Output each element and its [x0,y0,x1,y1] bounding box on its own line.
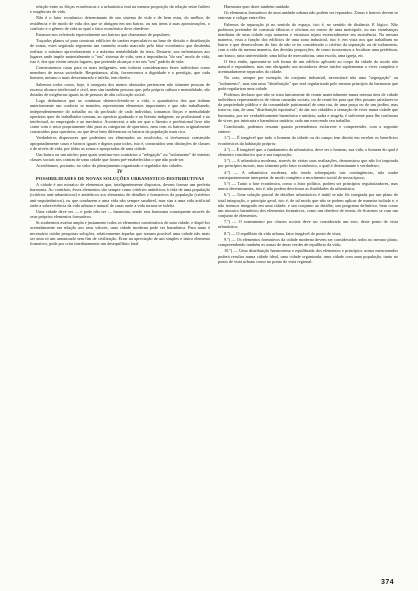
numbered-conclusion: 10.º) — Uma distribuição harmoniosa e equilibrada dos elementos e princípios acima mencionados poderá resultar numa cidade ideal, uma cidade organizada, uma cidade com uma população, tanto no ponto de vista urbano como no ponto de vista regional. [218,248,398,264]
page-number: 374 [381,579,395,586]
left-column [30,4,210,247]
paragraph: Um bairro ou um núcleo para quais sentimo-nos contrários a "relegação" ou "isolamento" de inteiras classes sociais nos contras de uma cidade que foram pré-estabelecidas o que não pode ser. [30,151,210,163]
paragraph: Traçados planos só para construir edifícios de caráter especulativo na base de divisão e distribuição de zonas, estes seguindo segmento um caminho errado marcado pelo fator econômico que desdenha realizar o máximo aproveitamento e a máxima rentabilidade da terra. Destarte, nos enfrentamos aos lugares onde impõe materialmente o "seu" sistema de vida, sem a importância "do seu" modo de vida, isto é, dos que vivem nesses lugares, que pretende alcançar e ter um "seu" padrão de vida. [30,38,210,64]
paragraph: Não é o fator econômico determinante de um sistema de vida e de bem estar, do melhor, de residência e de modo de vida dos que se abrigam em um bairro, ou nas áreas à suas aproximações, o conforto e o gênero de vida ao qual o fator econômico deve obedecer. [30,15,210,31]
section-title: POSSIBILIDADES DE NOVAS SOLUÇÕES URBANISTICO-DISTRIBUTIVAS [35,175,205,181]
paragraph: Construiremos casas para os mais indigentes, sem todavia considerarmos êsses indivíduos como membros de nossa sociedade. Respeitamos, aliás, favorecemos a dignidade e o prestígio, que cada homem, mesmo o mais desventurado e infeliz, tem direito. [30,65,210,81]
paragraph: Estamos-nos referindo especialmente aos bairros que chamamos de populares. [36,31,171,37]
paragraph: Harmonia quer dizer também unidade. [224,4,291,9]
paragraph: Concluindo, podemos resumir quanto pretendemos esclarecer e compreender, com a seguinte síntese: [218,124,398,135]
paragraph: Si soubermos avaliar ampla e justamente todos os elementos constitutivos de uma cidade, e dispô-los acertadamente em relação aos seus valores, uma cidade moderna pode ser harmônica. Para tanto é necessário cuidar pesquisas soluções, relativamente àquelas que tornam possível uma cidade não mais ser uma só um amontoado sem fim de civilização. Errar na apreciação de um simples e único elemento formativo, pode por criar imediatamente um desequilíbrio fatal. [30,220,210,246]
numbered-conclusion: 3.º) — A urbanística moderna, através de várias suas realizações, demonstrou que não foi inspirada por princípios morais, mas sòmente pelo fator econômico, o qual é determinante e verdadeiro; [218,158,398,169]
paragraph: Os elementos formativos de uma unidade urbana não podem ser reparados. Zonas e bairros devem se entrosar e coligar entre êles. [218,10,398,21]
paragraph: Falemos de separação já no sentido do espaço, isto é, no sentido de distância. E lógico. Não podemos pretender de construir fábricas e oficinas no centro de uma metrópole, ou nas vizinhanças imediatas de uma cidade cuja natureza e estrutura sejam essencialmente em assistência. Na mesma maneira, vista a função dos edifícios de uma zona industrial, isto é, em vista nos que trabalham no bairro e que desenvolvem do fato de não se ter considerado o critério da separação ou de isolamento, com a vida da mesma maneira, das devidas proporções, de como trouxermos a localizar uma prefeitura, um banco, uma universidade, uma bôlsa de mercadorias, uma escola, uma igreja, etc. [218,21,398,58]
paragraph: A cidade é um mosaico de elementos que, inteligentemente dispostos, devem formar um perfeita harmonia. Ao contrário, êsses elementos são sempre como critérios antitéticos à vida de uma população (critérios anti-urbanísticos) e antitéticos aos elementos de detalhes e formativos da população (critérios anti-arquitetônicos), ou que conduzem a uma vida não sempre saudável, mas sim a uma vida artificial onde a sobrevivência da vida urbana e natural de casas onde a vida tornou-se infeliz. [30,182,210,208]
numbered-conclusion: 1.º) — É inegável que tudo o homem da cidade ou do campo tem direito em receber os benefícios econômicos da habitação própria; [218,135,398,146]
numbered-conclusion: 2.º) — É inegável que, a fundamento da urbanística, deve ser o homem, sua vida, o homem do qual é elemento constitutivo que a sua inspiração; [218,146,398,157]
paragraph: No caso, sempre por exemplo, do conjunto industrial, necessitará não uma "segregação" ou "isolamento", mas sim uma "distribuição" que será regularizada pelo mesmo princípio da harmonia que pode regularizar uma cidade. [218,75,398,91]
paragraph: Podemos declarar que não se trata ùnicamente de reunir materialmente numa mesma área de cidade indivíduos representativos de várias camadas sociais, ou de reuni-los para que êles possam satisfazer-se da propriedade pública e da comunidade patrimonial de uma rua, de uma praça ou de um jardim, mas trata-se, sim, de uma "distribuição equitativa", de dar aos cidadãos a sensação de viver numa cidade que harmonia, por ser verdadeiramente harmônica e unitária, sadia e singela, é suficiente para lhe confirmar de viver, por inteiraria e harmônica unitária, cada um exercendo seu trabalho. [218,91,398,123]
paragraph: Acreditamos, portanto, no valor do planejamento organizado e regulador das cidades. [36,163,183,169]
numbered-conclusion: 7.º) — O zoneamento por classes sociais deve ser considerado um erro, deste ponto de vista urbanístico; [218,219,398,230]
numbered-conclusion: 4.º) — A urbanística moderna, não tendo sobrepujado tais contingências, não soube consequentemente interpretar de modo completo o movimento social de nossa época; [218,169,398,180]
numbered-conclusion: 8.º) — O equilíbrio da vida urbana, fator inegável do ponto de vista; [224,230,342,236]
paragraph: Verdadeiros dispersores que poderiam ser eliminados ou resolvidos, si tivéssemos construído apropriadamente casas e bairros iguais e dignos para todos, isto é, construídos sem distinções de classes e de níveis de vida, por tôdas as zonas e apropriadas de uma cidade. [30,135,210,151]
paragraph: Logo deduzimos que ao continuar desenvolvendo-se a vida, o quantitativo dos que tinham anteriormente um conforto se mantém, representam elementos importantes e que não trabalhando, independentemente do trabalho ou da profissão de cada indivíduo, tornamos fôrças e mentalidade operárias quer do trabalhador comum, ao operário graduado e ao literato indigente, ao profissional e ao intelectual, ao empregado e ao mecânico. Acontecerá, a não ser que o literato e profissional livre não conte com o setor propriamente dito para as categorias de operários, nem com os bairros originalmente construídos para operários, no que deve bem diferenciar os bairros da população mais rica. [30,98,210,135]
numbered-conclusion: 6.º) — Uma solução parcial de detalhes urbanísticos é inútil se não fôr integrada por um plano de total integração, o princípio geral, isto é, de tal modo que não se podem aplicar de maneira isolada e, e não teremos integrado em uma cidade, e um conjunto ao detalhe, um programa definitivo, bem como um mosaico harmônico dos elementos formativos, como um obedece de reunir, de ficarmos se com um conjunto de elementos. [218,192,398,219]
numbered-conclusion: 9.º) — Os elementos formativos da cidade moderna devem ser considerados todos no mesmo plano, compreendendo também as zonas de áreas verdes de equilíbrio da vida; [218,236,398,248]
numbered-conclusion: 5.º) — Tanto a fase econômica, como o fator político, podem ser princípios regularizadores, mas nunca determinantes, isto é, não podem desvirtuar as finalidades da urbanística; [218,181,398,192]
right-column [218,4,398,265]
paragraph: Sabemos todos como, hoje, à categoria dos menos abastados pertencem não sòmente pessoas de escasso alcance intelectual e civil, mas sim também pessoas que, pela própria cultura e mentalidade, são dotadas de exigências iguais às de pessoas de alta colocação social. [30,81,210,97]
paragraph: O êrro então, apresenta-se sob forma de um edifício aplicado ao corpo da cidade do modo não natural e espontâneo, mas sim obrigando aos moradores desse núcleo suplementar a viver completa e acentuadamente separados da cidade. [218,58,398,75]
section-number: IV [117,169,123,175]
paragraph: Uma cidade deve ser — e pode não ser — harmonia, sendo esta harmonia consequente através de seus próprios elementos formativos. [30,208,210,220]
paragraph: relação entre as fôrças econômicas e a urbanística está na mesma proporção da relação entre fatôres e exigências de vida. [30,4,210,15]
